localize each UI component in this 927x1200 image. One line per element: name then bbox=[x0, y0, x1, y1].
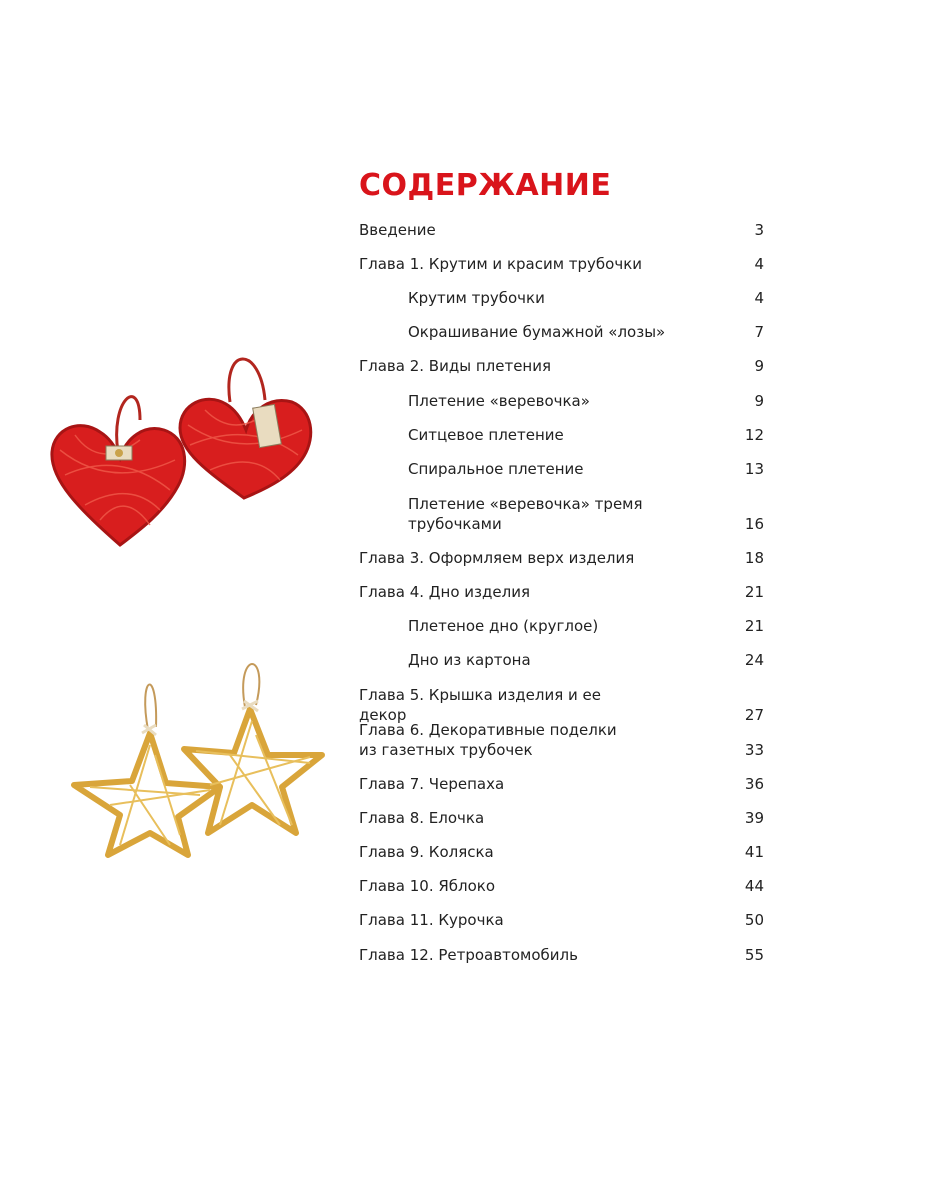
toc-entry-label: Глава 1. Крутим и красим трубочки bbox=[359, 255, 643, 273]
toc-entry-label: Глава 6. Декоративные поделки из газетных трубочек bbox=[359, 721, 617, 759]
toc-entry bbox=[359, 808, 764, 828]
toc-entry-label: Глава 9. Коляска bbox=[359, 843, 494, 861]
toc-entry-page: 9 bbox=[754, 357, 764, 375]
toc-entry-page: 27 bbox=[744, 706, 764, 724]
toc-entry-label: Окрашивание бумажной «лозы» bbox=[408, 323, 666, 341]
toc-entry bbox=[408, 616, 764, 636]
toc-entry-page: 3 bbox=[754, 221, 764, 239]
toc-entry bbox=[359, 254, 764, 274]
toc-entry bbox=[359, 774, 764, 794]
toc-entry-label: Спиральное плетение bbox=[408, 460, 584, 478]
toc-entry bbox=[359, 685, 764, 725]
toc-entry-label: Глава 2. Виды плетения bbox=[359, 357, 551, 375]
toc-entry-label: Глава 5. Крышка изделия и ее декор bbox=[359, 686, 601, 724]
toc-entry-page: 44 bbox=[744, 877, 764, 895]
toc-entry-page: 50 bbox=[744, 911, 764, 929]
toc-entry bbox=[359, 720, 764, 760]
toc-entry-page: 7 bbox=[754, 323, 764, 341]
toc-entry bbox=[408, 391, 764, 411]
toc-entry-page: 39 bbox=[744, 809, 764, 827]
toc-entry-page: 36 bbox=[744, 775, 764, 793]
toc-entry bbox=[359, 220, 764, 240]
toc-entry-page: 18 bbox=[744, 549, 764, 567]
toc-entry-label: Глава 8. Елочка bbox=[359, 809, 485, 827]
toc-entry-label: Дно из картона bbox=[408, 651, 531, 669]
toc-entry-label: Глава 12. Ретроавтомобиль bbox=[359, 946, 578, 964]
toc-entry bbox=[408, 494, 764, 534]
toc-entry bbox=[359, 356, 764, 376]
toc-entry-page: 9 bbox=[754, 392, 764, 410]
toc-entry-page: 4 bbox=[754, 255, 764, 273]
toc-entry-page: 55 bbox=[744, 946, 764, 964]
toc-entry-label: Плетеное дно (круглое) bbox=[408, 617, 599, 635]
toc-entry bbox=[408, 650, 764, 670]
toc-entry-page: 24 bbox=[744, 651, 764, 669]
toc-entry-label: Глава 11. Курочка bbox=[359, 911, 504, 929]
toc-entry-page: 41 bbox=[744, 843, 764, 861]
toc-entry-page: 12 bbox=[744, 426, 764, 444]
toc-entry bbox=[359, 910, 764, 930]
toc-entry-label: Глава 10. Яблоко bbox=[359, 877, 496, 895]
toc-entry bbox=[359, 842, 764, 862]
toc-entry-label: Введение bbox=[359, 221, 436, 239]
toc-entry-label: Глава 4. Дно изделия bbox=[359, 583, 530, 601]
toc-entry bbox=[408, 322, 764, 342]
toc-entry-label: Глава 7. Черепаха bbox=[359, 775, 505, 793]
toc-entry-page: 13 bbox=[744, 460, 764, 478]
toc-entry-label: Плетение «веревочка» тремя трубочками bbox=[408, 495, 643, 533]
toc-entry-label: Глава 3. Оформляем верх изделия bbox=[359, 549, 635, 567]
toc-entry bbox=[359, 548, 764, 568]
toc-entry-page: 21 bbox=[744, 617, 764, 635]
toc-entry bbox=[408, 288, 764, 308]
toc-entry-page: 16 bbox=[744, 515, 764, 533]
toc-entry-page: 33 bbox=[744, 741, 764, 759]
toc-entry bbox=[359, 945, 764, 965]
page-title: СОДЕРЖАНИЕ bbox=[359, 168, 612, 203]
toc-entry bbox=[408, 459, 764, 479]
toc-entry-label: Крутим трубочки bbox=[408, 289, 545, 307]
toc-entry bbox=[408, 425, 764, 445]
toc-entry-page: 4 bbox=[754, 289, 764, 307]
toc-entry-label: Ситцевое плетение bbox=[408, 426, 564, 444]
toc-entry bbox=[359, 876, 764, 896]
toc-entry bbox=[359, 582, 764, 602]
toc-entry-label: Плетение «веревочка» bbox=[408, 392, 590, 410]
toc-entry-page: 21 bbox=[744, 583, 764, 601]
